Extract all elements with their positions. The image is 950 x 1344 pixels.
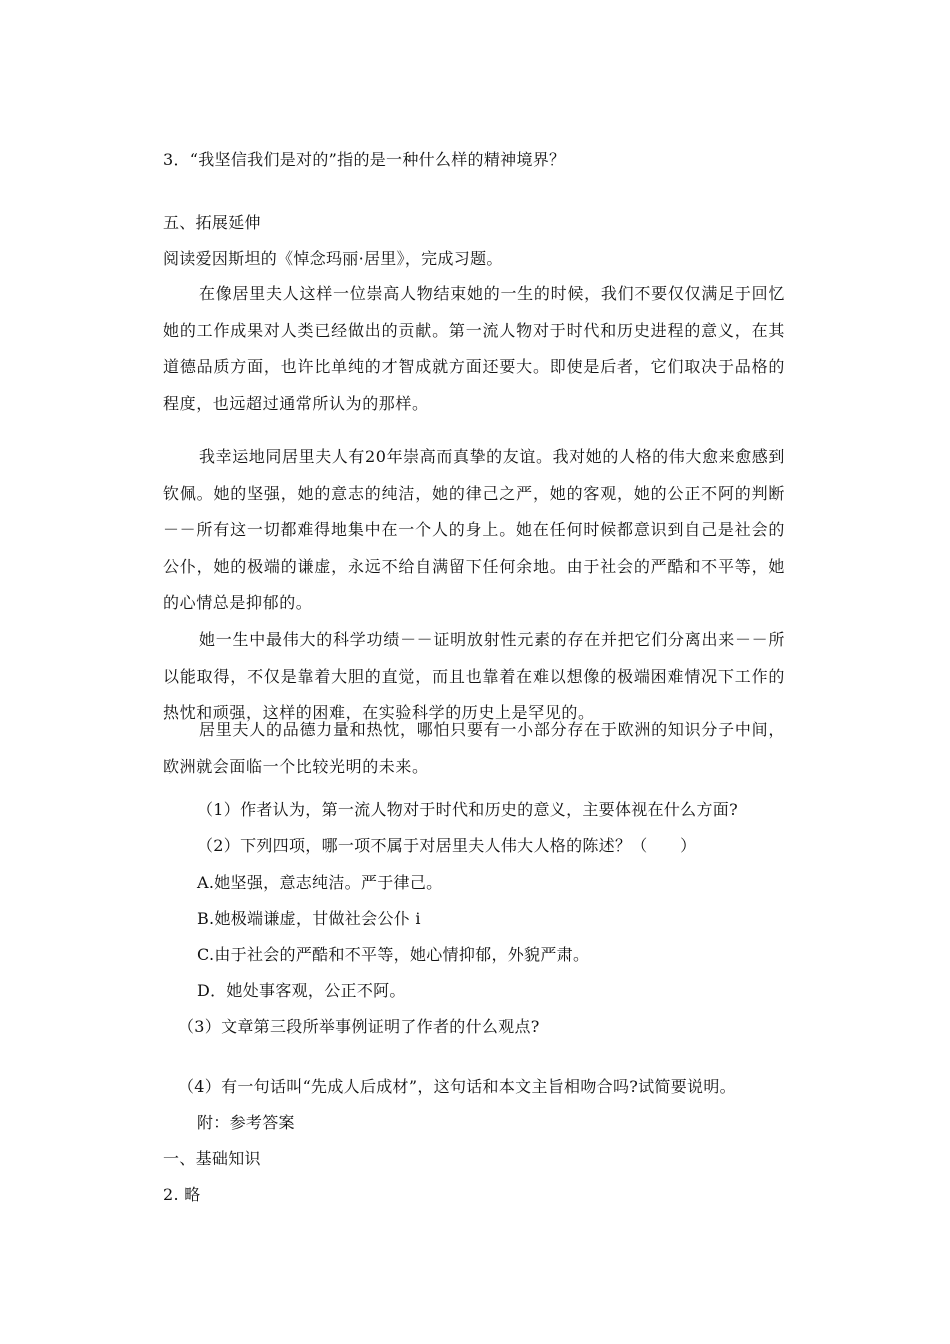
option-a: A.她坚强，意志纯洁。严于律己。 bbox=[197, 873, 443, 892]
passage-paragraph-3: 她一生中最伟大的科学功绩－－证明放射性元素的存在并把它们分离出来－－所以能取得，不仅是靠着大胆的直觉，而且也靠着在难以想像的极端困难情况下工作的热忱和顽强，这样的困难，在实验科学的历史上是罕见的。 bbox=[163, 630, 785, 722]
question-3-sub: （3）文章第三段所举事例证明了作者的什么观点? bbox=[178, 1017, 540, 1036]
passage-paragraph-2: 我幸运地同居里夫人有20年崇高而真挚的友谊。我对她的人格的伟大愈来愈感到钦佩。她的坚强，她的意志的纯洁，她的律己之严，她的客观，她的公正不阿的判断－－所有这一切都难得地集中在一个人的身上。她在任何时候都意识到自己是社会的公仆，她的极端的谦虚，永远不给自满留下任何余地。由于社会的严酷和不平等，她的心情总是抑郁的。 bbox=[163, 447, 785, 612]
reading-intro: 阅读爱因斯坦的《悼念玛丽·居里》，完成习题。 bbox=[163, 249, 503, 268]
question-3: 3．“我坚信我们是对的”指的是一种什么样的精神境界？ bbox=[163, 150, 566, 169]
passage-paragraph-4: 居里夫人的品德力量和热忱，哪怕只要有一小部分存在于欧洲的知识分子中间，欧洲就会面临一个比较光明的未来。 bbox=[163, 720, 785, 776]
question-4: （4）有一句话叫“先成人后成材”，这句话和本文主旨相吻合吗?试简要说明。 bbox=[178, 1077, 736, 1096]
option-b: B.她极端谦虚，甘做社会公仆 i bbox=[197, 909, 421, 928]
question-1: （1）作者认为，第一流人物对于时代和历史的意义，主要体视在什么方面? bbox=[197, 800, 738, 819]
passage-paragraph-1: 在像居里夫人这样一位崇高人物结束她的一生的时候，我们不要仅仅满足于回忆她的工作成果对人类已经做出的贡献。第一流人物对于时代和历史进程的意义，在其道德品质方面，也许比单纯的才智成就方面还要大。即使是后者，它们取决于品格的程度，也远超过通常所认为的那样。 bbox=[163, 284, 785, 413]
question-2: （2）下列四项，哪一项不属于对居里夫人伟大人格的陈述？（ ） bbox=[197, 836, 697, 855]
appendix-heading: 附：参考答案 bbox=[197, 1113, 295, 1132]
section-1-heading: 一、基础知识 bbox=[163, 1149, 261, 1168]
option-d: D．她处事客观，公正不阿。 bbox=[197, 981, 406, 1000]
answer-2: 2. 略 bbox=[163, 1185, 201, 1204]
option-c: C.由于社会的严酷和不平等，她心情抑郁，外貌严肃。 bbox=[197, 945, 590, 964]
section-5-heading: 五、拓展延伸 bbox=[163, 213, 261, 232]
